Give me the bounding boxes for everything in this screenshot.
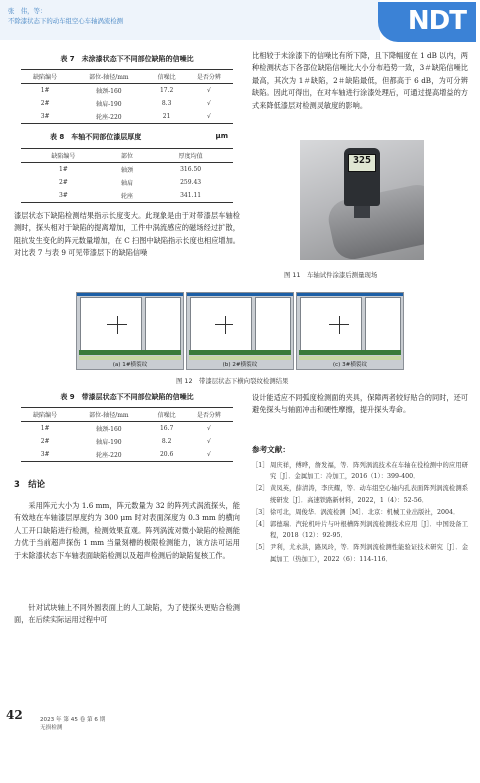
cell: 20.6 [159, 451, 174, 458]
table-row [21, 448, 233, 462]
cell: 3# [40, 113, 50, 120]
table7 [21, 69, 233, 124]
cell: 8.3 [161, 100, 172, 107]
cell: 259.43 [180, 179, 202, 186]
scan-panel-c [296, 292, 404, 370]
scan-view [190, 297, 252, 353]
figure12-caption: 图 12 带漆层状态下横向裂纹检测结果 [176, 377, 289, 385]
table7-col-3: 信噪比 [157, 74, 176, 81]
reference-text: 周庆祥，傅晔，詹发福，等．阵列涡流技术在车轴在役检测中的应用研究［J］．金属加工：冷加工，2016（1）：399-400． [270, 462, 468, 481]
cell: 21 [162, 113, 171, 120]
scan-panel-b [186, 292, 294, 370]
table7-col-1: 缺陷编号 [33, 74, 58, 81]
cell: 轮座 [120, 193, 133, 200]
cell: 17.2 [159, 87, 174, 94]
cell: 2# [40, 100, 50, 107]
footer-info [40, 716, 105, 732]
scan-panel-a [76, 292, 184, 370]
cell: 1# [40, 425, 50, 432]
defect-mark [215, 324, 233, 325]
defect-mark [225, 316, 226, 334]
reference-item [252, 483, 468, 506]
cell: √ [206, 87, 211, 94]
reference-number: ［4］ [252, 520, 269, 528]
page-number: 42 [6, 708, 23, 722]
running-head [8, 6, 123, 26]
table9-col-3: 信噪比 [157, 412, 176, 419]
cell: 轮座-220 [96, 452, 122, 459]
reference-item [252, 507, 468, 518]
scan-view [300, 297, 362, 353]
table9-col-4: 是否分辨 [196, 412, 221, 419]
scan-view-side [145, 297, 181, 353]
section3-paragraph-1: 采用阵元大小为 1.6 mm，阵元数量为 32 的阵列式涡流探头，能有效地在车轴漆层厚度约为 300 μm 时对表面深度为 0.3 mm 的横向人工开口缺陷进行检测，检测效果直观。阵列涡流对微小缺陷的检测能力优于当前超声探伤 1 mm 当量刻槽的极限检测能力，该方法可运用于未除漆状态下车轴表面缺陷检测以及超声检测后的缺陷复核工作。 [14, 501, 240, 560]
reference-number: ［3］ [252, 508, 269, 516]
table-row [21, 163, 233, 177]
cell: 1# [40, 87, 50, 94]
running-title: 不除漆状态下的动车组空心车轴涡流检测 [8, 17, 124, 25]
table7-block [14, 54, 240, 124]
table8-unit: μm [215, 132, 228, 140]
references-list [252, 460, 468, 566]
figure11-caption: 图 11 车轴试件涂漆后测量现场 [284, 271, 378, 279]
figure11-photo [300, 140, 424, 260]
table-row [21, 84, 233, 98]
reference-number: ［5］ [252, 544, 269, 552]
references-title: 参考文献： [252, 445, 290, 454]
table8-col-3: 厚度均值 [178, 153, 203, 160]
issue-info: 2023 年 第 45 卷 第 6 期 [40, 717, 106, 723]
scan-label-b: (b) 2#横裂纹 [222, 362, 258, 368]
reference-text: 尹利，尤永洪，路凤玲，等．阵列涡流检测性能验证技术研究［J］．金属加工（热加工），2022（6）：114-116． [270, 544, 468, 563]
cell: 16.7 [159, 425, 174, 432]
reference-item [252, 519, 468, 542]
scan-view-side [365, 297, 401, 353]
cell: 2# [58, 179, 68, 186]
figure12-scans [76, 292, 404, 370]
section3-title: 3 结论 [14, 479, 45, 489]
reference-text: 黄凤英，薛清涛，李庆耀，等．动车组空心轴内孔表面阵列涡流检测系统研发［J］．高速铁路新材料，2022，1（4）：52-56． [270, 485, 468, 504]
gauge-probe [354, 206, 370, 218]
scan-label-a: (a) 1#横裂纹 [112, 362, 148, 368]
reference-item [252, 460, 468, 483]
cell: 341.11 [180, 192, 202, 199]
cell: 2# [40, 438, 50, 445]
table-row [21, 110, 233, 124]
cell: √ [206, 100, 211, 107]
gauge-reading: 325 [352, 155, 372, 166]
table7-col-4: 是否分辨 [196, 74, 221, 81]
journal-logo-text: NDT [407, 6, 466, 36]
reference-number: ［1］ [252, 462, 269, 469]
table9-col-1: 缺陷编号 [33, 412, 58, 419]
table8-col-1: 缺陷编号 [51, 153, 76, 160]
journal-name: 无损检测 [40, 725, 63, 731]
cell: √ [206, 425, 211, 432]
defect-mark [117, 316, 118, 334]
table8 [21, 148, 233, 203]
cell: 轮座-220 [96, 114, 122, 121]
cell: √ [206, 113, 211, 120]
reference-text: 郭德瑞．汽轮机叶片与叶根槽阵列涡流检测技术应用［J］．中国设备工程，2018（12）：92-95． [270, 520, 468, 540]
scan-strip [189, 350, 291, 355]
table8-caption: 表 8 车轴不同部位漆层厚度 [50, 133, 142, 141]
cell: 轴颈 [120, 167, 133, 174]
page-header [0, 0, 480, 44]
table8-block [14, 132, 240, 203]
right-paragraph-1: 比相较于未涂漆下的信噪比有所下降，且下降幅度在 1 dB 以内，两种检测状态下各部位缺陷信噪比大小分布趋势一致，3＃缺陷信噪比最高，其次为 1＃缺陷，2＃缺陷最低，但都高于 6 dB，为可分辨缺陷。因此可得出，在对车轴进行涂漆处理后，可通过提高增益的方式来降低漆层对检测灵敏度的影响。 [252, 51, 468, 110]
table8-col-2: 部位 [120, 153, 133, 160]
cell: 轴肩-190 [96, 439, 122, 446]
cell: 316.50 [180, 166, 202, 173]
cell: 轴肩-190 [96, 101, 122, 108]
table9 [21, 407, 233, 462]
table9-col-2: 部位-轴径/mm [89, 412, 129, 419]
right-paragraph-2: 设计能适应不同弧度检测面的夹具，保障两者较好贴合的同时，还可避免探头与轴面冲击和硬性摩擦，提升探头寿命。 [252, 393, 468, 415]
scan-label-c: (c) 3#横裂纹 [332, 362, 368, 368]
cell: √ [206, 451, 211, 458]
cell: 3# [40, 451, 50, 458]
table-row [21, 97, 233, 110]
cell: 8.2 [161, 438, 172, 445]
scan-titlebar [297, 293, 403, 296]
table-row [21, 189, 233, 203]
scan-view-side [255, 297, 291, 353]
section3-paragraph-2: 针对试块轴上不同外圆表面上的人工缺陷，为了使探头更贴合检测面，在后续实际运用过程中可 [14, 603, 240, 625]
table7-caption: 表 7 未涂漆状态下不同部位缺陷的信噪比 [60, 55, 194, 63]
reference-text: 徐可北，周俊华．涡流检测［M］．北京：机械工业出版社，2004． [270, 508, 460, 516]
cell: 1# [58, 166, 68, 173]
scan-strip [79, 350, 181, 355]
scan-view [80, 297, 142, 353]
cell: √ [206, 438, 211, 445]
table9-block [14, 392, 240, 462]
table-row [21, 422, 233, 436]
left-paragraph-1: 漆层状态下缺陷检测结果指示长度变大。此现象是由于对带漆层车轴检测时，探头相对于缺陷的提离增加，工件中涡流感应的磁场经过扩散，阻抗发生变化的阵元数量增加，在 C 扫图中缺陷指示长度也相应增加。对比表 7 与表 9 可见带漆层下的缺陷信噪 [14, 211, 240, 258]
reference-item [252, 542, 468, 565]
cell: 3# [58, 192, 68, 199]
table8-caption-row [14, 132, 240, 144]
table-row [21, 176, 233, 189]
table-row [21, 435, 233, 448]
reference-number: ［2］ [252, 485, 269, 493]
cell: 轴肩 [120, 180, 133, 187]
cell: 轴颈-160 [96, 426, 122, 433]
scan-titlebar [187, 293, 293, 296]
table7-col-2: 部位-轴径/mm [89, 74, 129, 81]
cell: 轴颈-160 [96, 88, 122, 95]
scan-titlebar [77, 293, 183, 296]
scan-strip [299, 350, 401, 355]
table9-caption: 表 9 带漆层状态下不同部位缺陷的信噪比 [60, 393, 194, 401]
defect-mark [339, 316, 340, 334]
authors: 张 伟，等： [8, 7, 47, 15]
